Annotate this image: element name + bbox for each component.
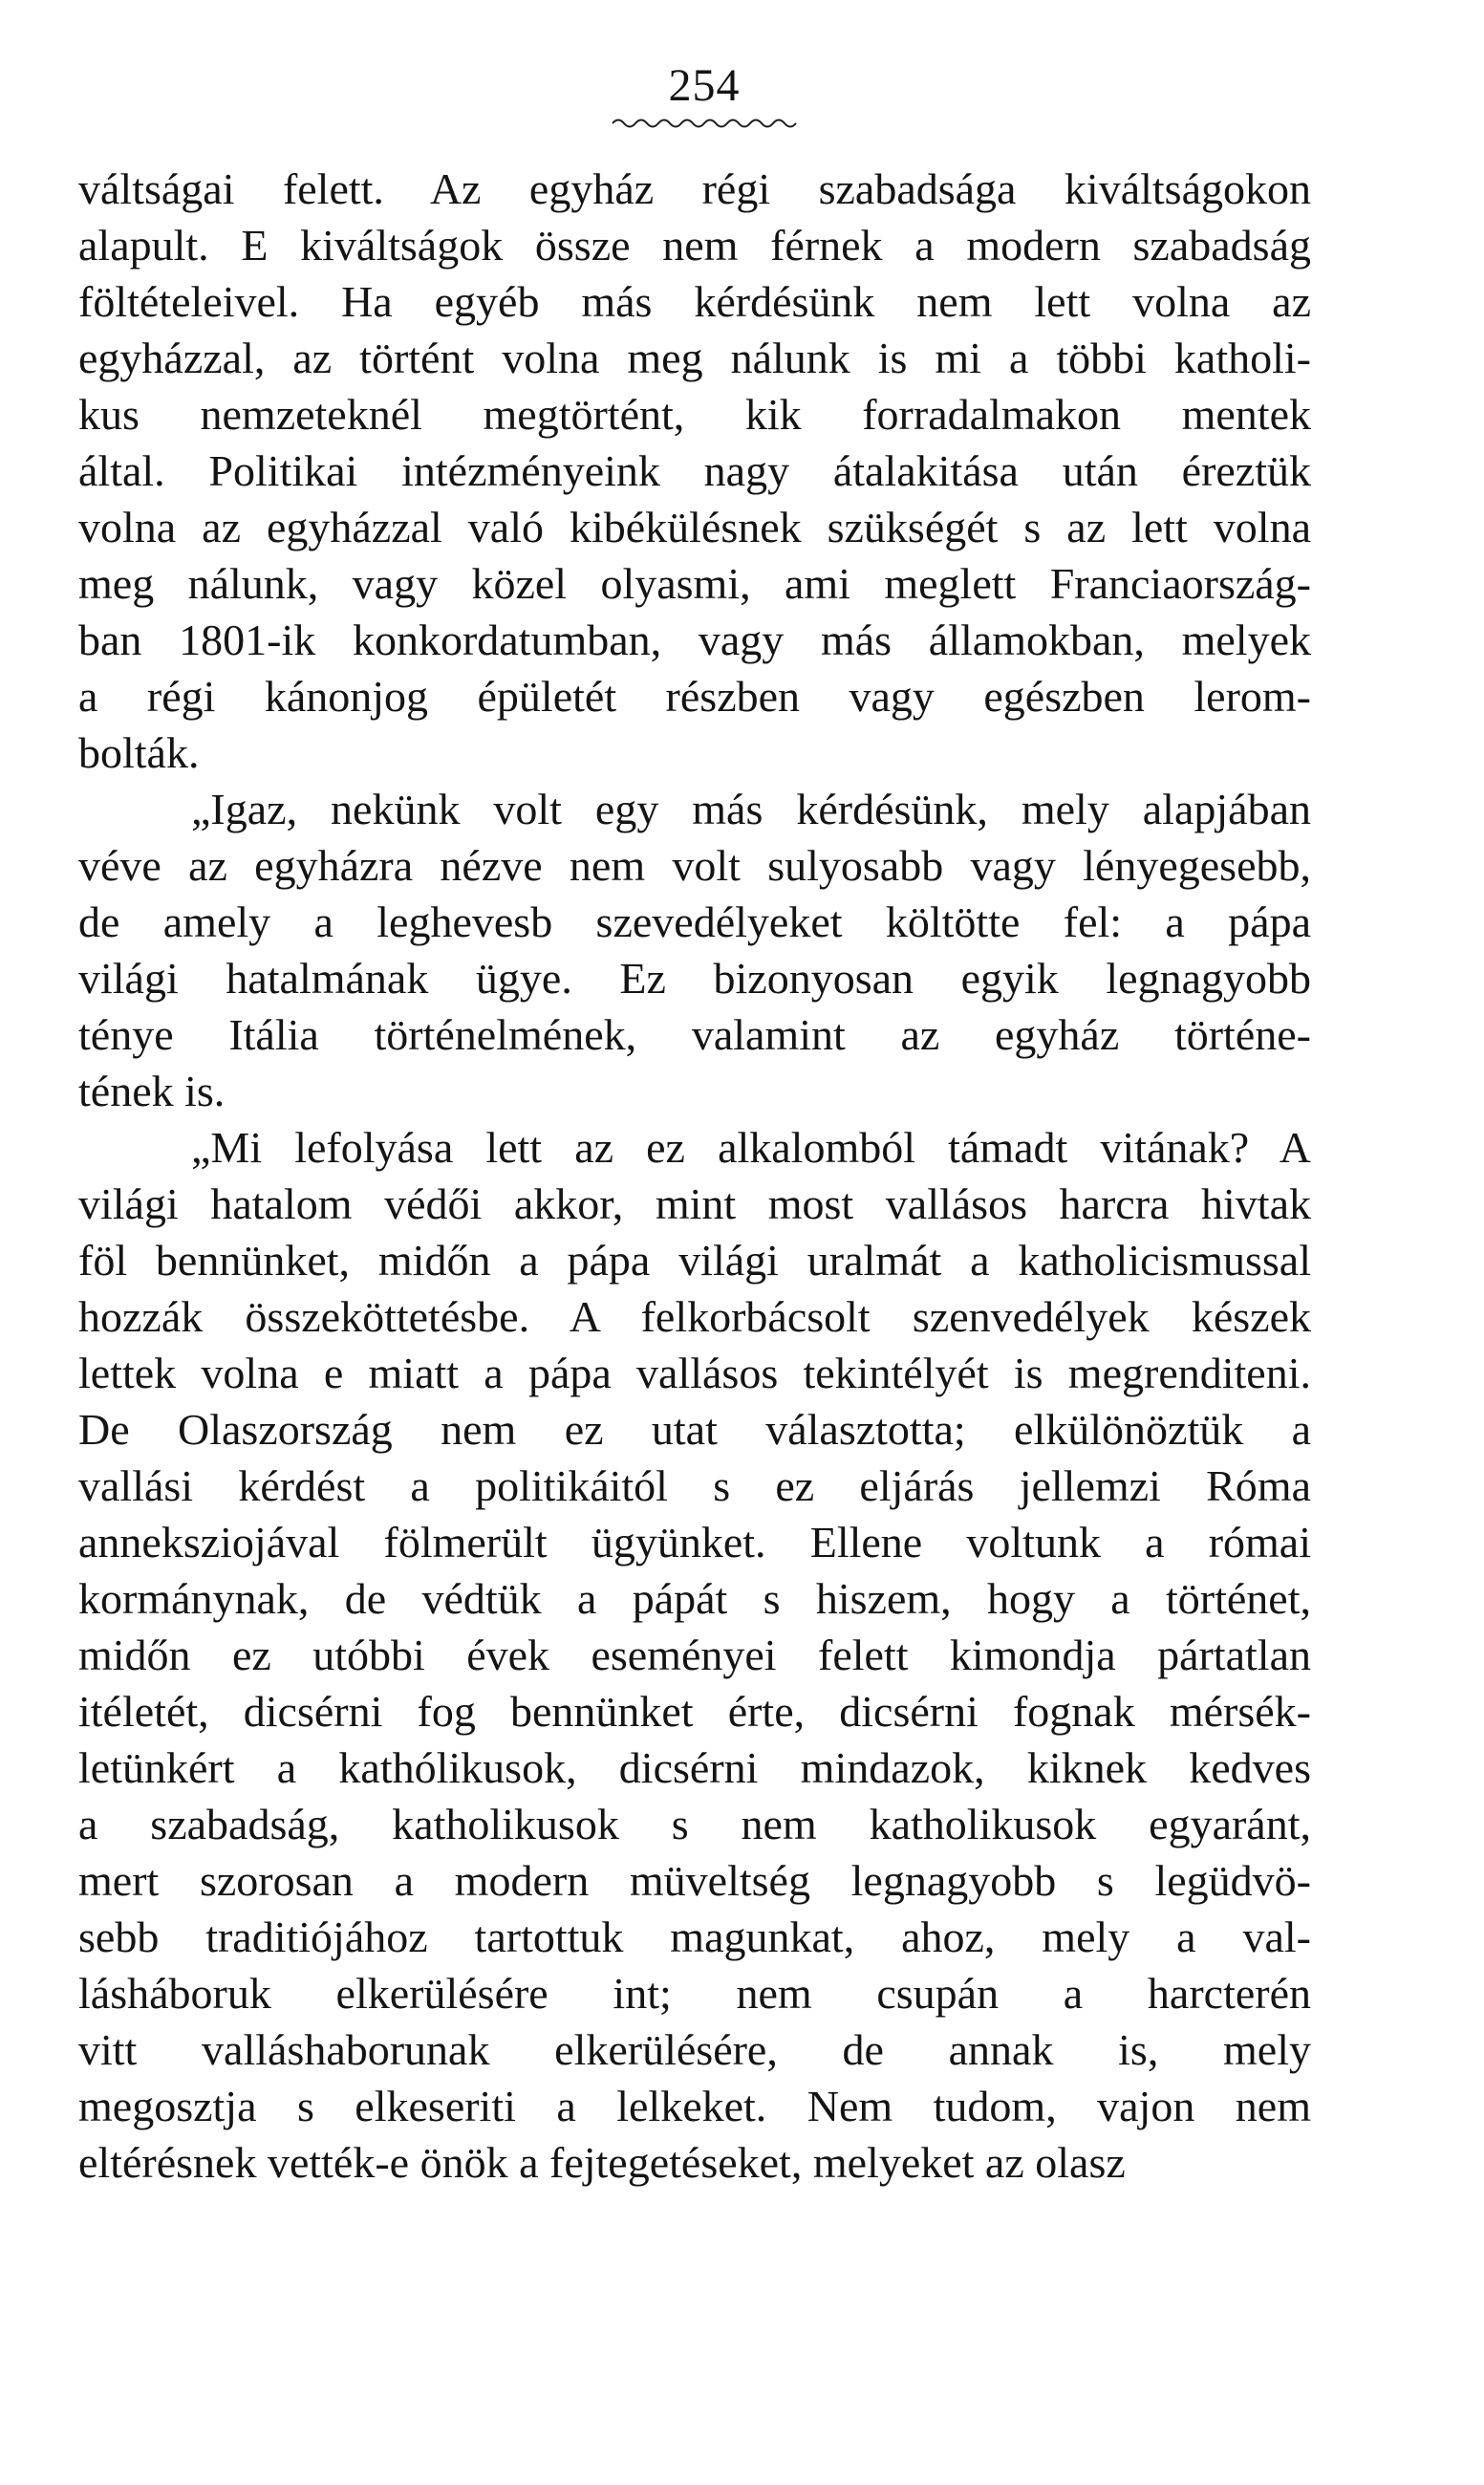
text-line: „Igaz, nekünk volt egy más kérdésünk, mely alapjában	[191, 785, 1311, 833]
paragraph	[78, 161, 1311, 781]
text-line: a régi kánonjog épületét részben vagy egészben lerom-	[78, 672, 1311, 721]
text-line: letünkért a kathólikusok, dicsérni mindazok, kiknek kedves	[78, 1743, 1311, 1792]
book-page	[78, 57, 1311, 2191]
body-text	[78, 161, 1311, 2191]
text-line: anneksziojával fölmerült ügyünket. Ellene voltunk a római	[78, 1518, 1311, 1567]
text-line: föl bennünket, midőn a pápa világi uralmát a katholicismussal	[78, 1236, 1311, 1285]
text-line: föltételeivel. Ha egyéb más kérdésünk nem lett volna az	[78, 277, 1311, 326]
text-line: meg nálunk, vagy közel olyasmi, ami meglett Franciaország-	[78, 559, 1311, 608]
text-line: bolták.	[78, 728, 200, 777]
text-line: sebb traditiójához tartottuk magunkat, ahoz, mely a val-	[78, 1912, 1311, 1961]
text-line: által. Politikai intézményeink nagy átalakitása után éreztük	[78, 446, 1311, 495]
text-line: megosztja s elkeseriti a lelkeket. Nem tudom, vajon nem	[78, 2082, 1311, 2130]
text-line: de amely a leghevesb szevedélyeket költötte fel: a pápa	[78, 897, 1311, 946]
text-line: vallási kérdést a politikáitól s ez eljárás jellemzi Róma	[78, 1461, 1311, 1510]
text-line: kus nemzeteknél megtörtént, kik forradalmakon mentek	[78, 390, 1311, 439]
text-line: váltságai felett. Az egyház régi szabadsága kiváltságokon	[78, 164, 1311, 213]
text-line: lásháboruk elkerülésére int; nem csupán a harcterén	[78, 1969, 1311, 2018]
text-line: ban 1801-ik konkordatumban, vagy más államokban, melyek	[78, 616, 1311, 664]
text-line: ténye Itália történelmének, valamint az egyház történe-	[78, 1010, 1311, 1059]
text-line: a szabadság, katholikusok s nem katholikusok egyaránt,	[78, 1800, 1311, 1848]
text-line: kormánynak, de védtük a pápát s hiszem, hogy a történet,	[78, 1574, 1311, 1623]
text-line: tének is.	[78, 1067, 226, 1115]
text-line: volna az egyházzal való kibékülésnek szükségét s az lett volna	[78, 503, 1311, 551]
text-line: De Olaszország nem ez utat választotta; elkülönöztük a	[78, 1405, 1311, 1454]
text-line: midőn ez utóbbi évek eseményei felett kimondja pártatlan	[78, 1631, 1311, 1679]
text-line: hozzák összeköttetésbe. A felkorbácsolt szenvedélyek készek	[78, 1292, 1311, 1341]
text-line: mert szorosan a modern müveltség legnagyobb s legüdvö-	[78, 1856, 1311, 1905]
text-line: alapult. E kiváltságok össze nem férnek a modern szabadság	[78, 221, 1311, 270]
text-line: világi hatalom védői akkor, mint most vallásos harcra hivtak	[78, 1179, 1311, 1228]
text-line: „Mi lefolyása lett az ez alkalomból támadt vitának? A	[191, 1123, 1311, 1172]
text-line: itéletét, dicsérni fog bennünket érte, dicsérni fognak mérsék-	[78, 1687, 1311, 1736]
text-line: eltérésnek vették-e önök a fejtegetéseket, melyeket az olasz	[78, 2138, 1126, 2187]
text-line: véve az egyházra nézve nem volt sulyosabb vagy lényegesebb,	[78, 841, 1311, 890]
text-line: vitt valláshaborunak elkerülésére, de annak is, mely	[78, 2025, 1311, 2074]
paragraph	[78, 781, 1311, 1119]
paragraph	[78, 1119, 1311, 2191]
text-line: lettek volna e miatt a pápa vallásos tekintélyét is megrenditeni.	[78, 1349, 1311, 1397]
text-line: világi hatalmának ügye. Ez bizonyosan egyik legnagyobb	[78, 954, 1311, 1003]
wavy-rule-ornament	[609, 115, 800, 132]
page-header	[97, 57, 1311, 132]
text-line: egyházzal, az történt volna meg nálunk is mi a többi katholi-	[78, 334, 1311, 382]
page-number: 254	[668, 60, 741, 111]
